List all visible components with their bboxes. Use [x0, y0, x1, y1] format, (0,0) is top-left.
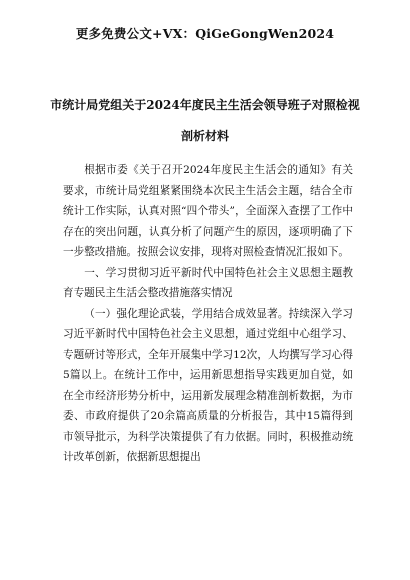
- intro-paragraph: 根据市委《关于召开2024年度民主生活会的通知》有关要求，市统计局党组紧紧围绕本次民主生活会主题，结合全市统计工作实际，认真对照“四个带头”，全面深入查摆了工作中存在的突出问题，认真分析了问题产生的原因，逐项明确了下一步整改措施。按照会议安排，现将对照检查情况汇报如下。: [63, 164, 353, 258]
- document-title-line-1: 市统计局党组关于2024年度民主生活会领导班子对照检视: [50, 98, 360, 112]
- promo-header: 更多免费公文+VX：QiGeGongWen2024: [75, 26, 335, 41]
- section-heading-1: 一、学习贯彻习近平新时代中国特色社会主义思想主题教育专题民主生活会整改措施落实情况: [63, 266, 353, 299]
- document-body: [63, 160, 353, 468]
- document-title-line-2: 剖析材料: [180, 129, 229, 143]
- subsection-paragraph-1: （一）强化理论武装，学用结合成效显著。持续深入学习习近平新时代中国特色社会主义思想，通过党组中心组学习、专题研讨等形式，全年开展集中学习12次，人均撰写学习心得5篇以上。在统计工作中，运用新思想指导实践更加自觉，如在全市经济形势分析中，运用新发展理念精准剖析数据，为市委、市政府提供了20余篇高质量的分析报告，其中15篇得到市领导批示，为科学决策提供了有力依据。同时，积极推动统计改革创新，依据新思想提出: [63, 307, 353, 463]
